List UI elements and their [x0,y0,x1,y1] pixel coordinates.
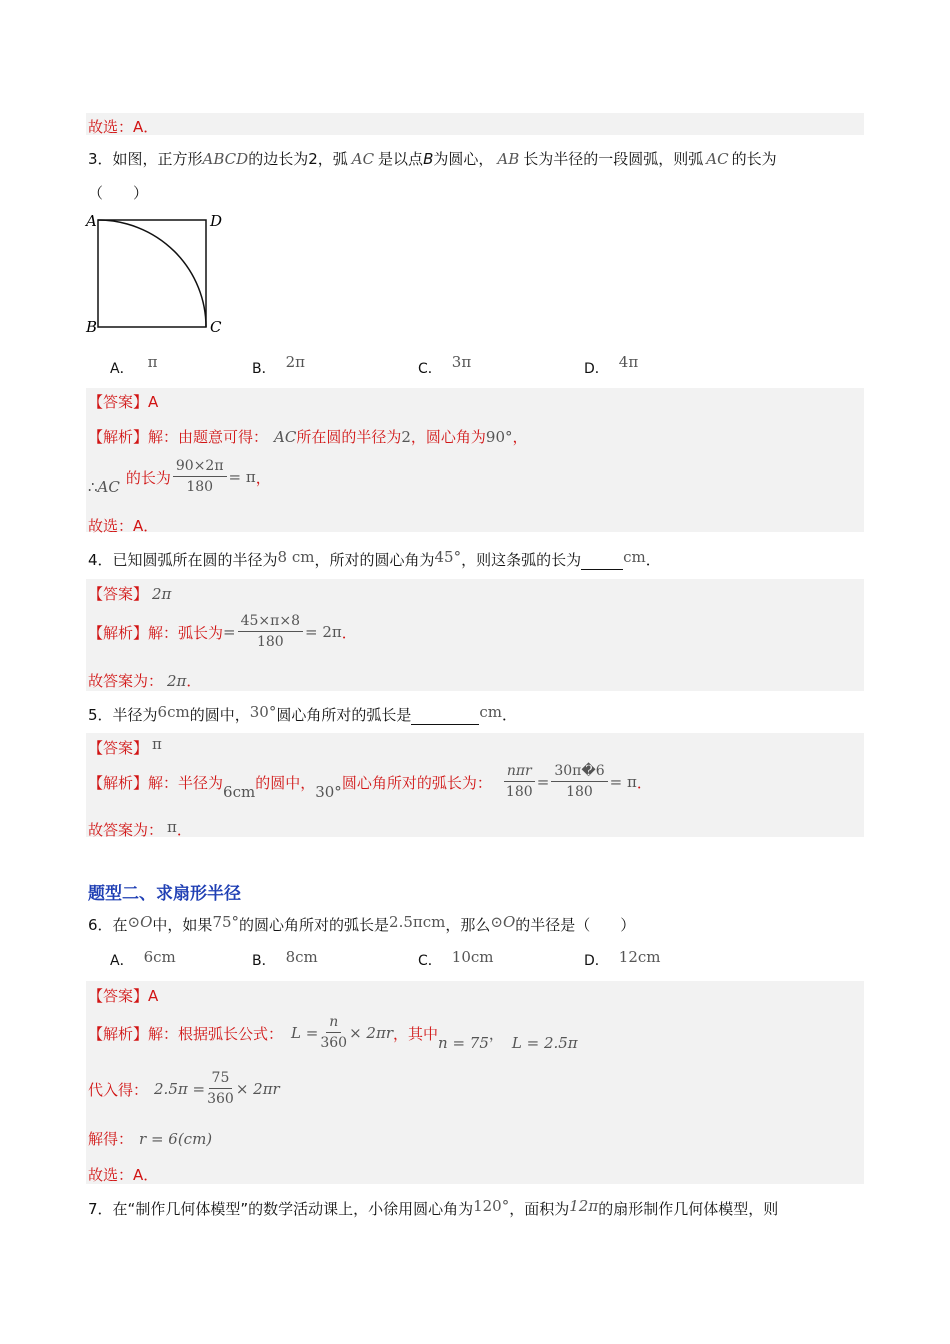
label-d: D [210,212,223,230]
section-title: 题型二、求扇形半径 [88,884,241,904]
q6-answer: 【答案】A [88,987,159,1005]
q3-option-c[interactable]: C． 3π [418,353,472,377]
q5-stem: 5．半径为6cm的圆中，30°圆心角所对的弧长是 cm． [88,703,517,724]
label-a: A [86,212,97,230]
q6-option-d[interactable]: D． 12cm [584,948,661,969]
q3-fraction: $\frac{90\times 2\pi}{180}$ [173,458,227,496]
q6-conclusion: 故选：A． [88,1166,159,1184]
label-b: B [86,318,98,336]
q5-answer: 【答案】 π [88,735,162,757]
q6-sub-fraction: $\frac{75}{360}$ [207,1070,234,1107]
q6-option-c[interactable]: C． 10cm [418,948,494,969]
q2-conclusion: 故选：A． [88,118,159,136]
answer-block-q2-tail [86,113,864,135]
q3-analysis: 【解析】解：由题意可得： AC所在圆的半径为2，圆心角为90°， [88,428,528,446]
q3-analysis-formula: ∴ AC 的长为 $\frac{90\times 2\pi}{180}$ = π ， [88,458,271,496]
q4-analysis: 【解析】 解：弧长为 = $\frac{45\times\pi\times 8}{180}$ = 2π ． [88,613,357,650]
q4-conclusion: 故答案为： 2π． [88,672,202,690]
q7-stem: 7．在“制作几何体模型”的数学活动课上，小徐用圆心角为120°，面积为12π的扇形制作几何体模型，则 [88,1197,779,1218]
q5-conclusion: 故答案为： π． [88,818,192,839]
q5-fraction-1: $\frac{\text{nπr}}{180}$ [504,763,535,801]
q6-analysis: 【解析】 解：根据弧长公式： L = $\frac{n}{360}$ × 2πr ，其中 n = 75 ， L = 2.5π [88,1014,578,1052]
q3-option-d[interactable]: D． 4π [584,353,639,377]
q6-stem: 6．在⊙O中，如果75°的圆心角所对的弧长是2.5πcm，那么⊙O的半径是（ ） [88,913,636,934]
q4-stem: 4．已知圆弧所在圆的半径为8 cm，所对的圆心角为45°，则这条弧的长为 cm． [88,548,661,569]
q3-answer: 【答案】A [88,393,159,411]
q3-option-a[interactable]: A． π [110,353,158,377]
q4-blank[interactable] [581,569,623,570]
q5-fraction-2: $\frac{30\pi�6}{180}$ [551,763,607,801]
q4-answer: 【答案】 2π [88,585,172,603]
q3-option-b[interactable]: B． 2π [252,353,306,377]
q3-stem: 3．如图，正方形ABCD的边长为2，弧 AC 是以点B为圆心， AB 长为半径的一段圆弧，则弧 AC 的长为 [88,150,777,168]
q4-fraction: $\frac{45\times\pi\times 8}{180}$ [238,613,303,651]
q6-option-a[interactable]: A． 6cm [110,948,176,969]
q5-blank[interactable] [411,724,479,725]
q5-analysis: 【解析】 解：半径为 6cm 的圆中， 30° 圆心角所对的弧长为： $\frac{\text{nπr}}{180}$ = $\frac{30\pi�6}{180}$ = π ． [88,763,652,801]
q3-square-figure [84,208,234,340]
q6-fraction: $\frac{n}{360}$ [320,1014,348,1051]
q6-option-b[interactable]: B． 8cm [252,948,318,969]
q6-substitution: 代入得： 2.5π = $\frac{75}{360}$ × 2πr [88,1070,280,1107]
square [98,220,206,327]
label-c: C [210,318,222,336]
arc-ac [98,220,206,327]
q3-conclusion: 故选：A． [88,517,159,535]
q6-solve: 解得： r = 6(cm) [88,1130,213,1148]
q3-paren: （ ） [88,184,149,202]
